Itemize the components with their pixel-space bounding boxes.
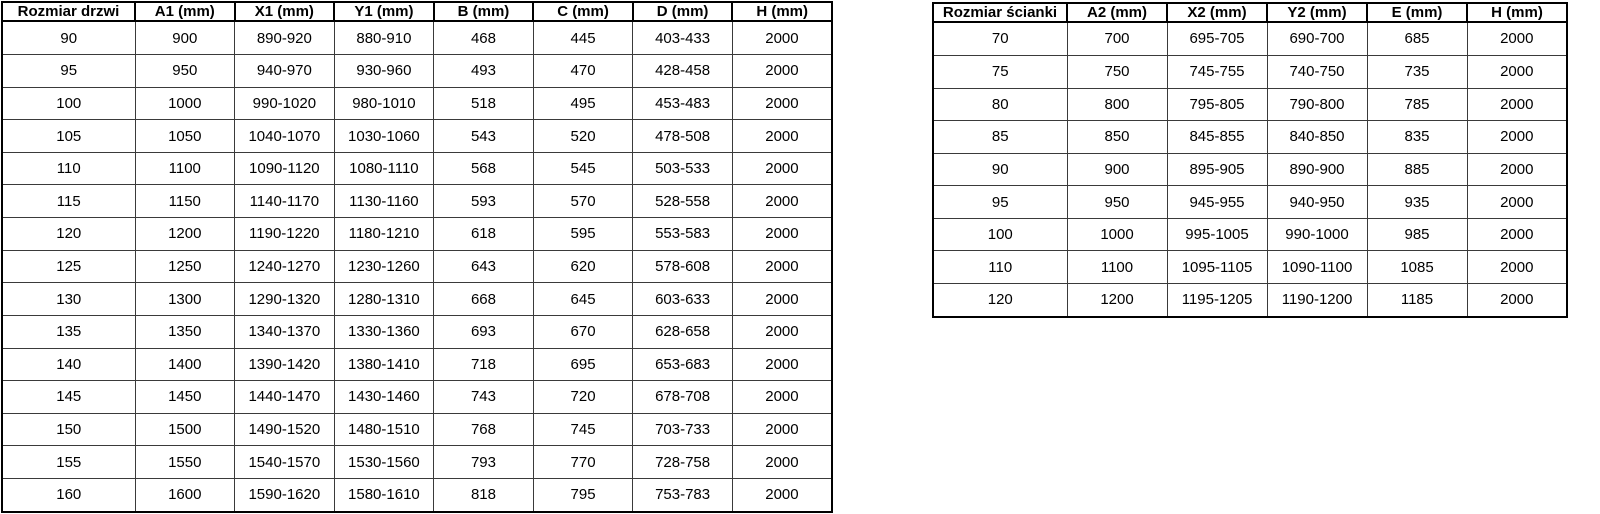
table-cell: 745-755 — [1167, 55, 1267, 88]
table-cell: 695 — [533, 348, 633, 381]
column-header: H (mm) — [1467, 3, 1567, 22]
table-cell: 1500 — [135, 413, 235, 446]
table-cell: 890-920 — [235, 21, 335, 55]
table-cell: 1230-1260 — [334, 250, 434, 283]
table-cell: 628-658 — [633, 315, 733, 348]
table-cell: 115 — [2, 185, 135, 218]
table-cell: 75 — [933, 55, 1067, 88]
table-cell: 1600 — [135, 478, 235, 512]
table-cell: 85 — [933, 121, 1067, 154]
table-cell: 2000 — [732, 348, 832, 381]
table-cell: 1150 — [135, 185, 235, 218]
table-cell: 1000 — [135, 87, 235, 120]
table-cell: 470 — [533, 55, 633, 88]
table-cell: 100 — [933, 218, 1067, 251]
table-cell: 620 — [533, 250, 633, 283]
table-cell: 90 — [2, 21, 135, 55]
column-header: A1 (mm) — [135, 2, 235, 21]
table-cell: 653-683 — [633, 348, 733, 381]
table-cell: 685 — [1367, 22, 1467, 55]
table-cell: 845-855 — [1167, 121, 1267, 154]
table-cell: 1280-1310 — [334, 283, 434, 316]
table-row — [2, 348, 832, 381]
table-cell: 2000 — [732, 152, 832, 185]
table-cell: 790-800 — [1267, 88, 1367, 121]
table-cell: 668 — [434, 283, 534, 316]
table-cell: 1140-1170 — [235, 185, 335, 218]
column-header: A2 (mm) — [1067, 3, 1167, 22]
table-cell: 95 — [2, 55, 135, 88]
table-cell: 2000 — [1467, 88, 1567, 121]
table-cell: 80 — [933, 88, 1067, 121]
table-cell: 493 — [434, 55, 534, 88]
table-cell: 1090-1120 — [235, 152, 335, 185]
table-cell: 453-483 — [633, 87, 733, 120]
table-cell: 1380-1410 — [334, 348, 434, 381]
table-cell: 1190-1220 — [235, 218, 335, 251]
table-cell: 2000 — [1467, 55, 1567, 88]
table-cell: 743 — [434, 381, 534, 414]
table-cell: 520 — [533, 120, 633, 153]
table-cell: 618 — [434, 218, 534, 251]
table-row — [933, 283, 1567, 317]
table-row — [933, 121, 1567, 154]
table-cell: 95 — [933, 186, 1067, 219]
table-cell: 2000 — [1467, 186, 1567, 219]
table-row — [2, 120, 832, 153]
column-header: E (mm) — [1367, 3, 1467, 22]
door-size-table — [1, 1, 833, 513]
table-cell: 985 — [1367, 218, 1467, 251]
table-cell: 2000 — [732, 55, 832, 88]
column-header: H (mm) — [732, 2, 832, 21]
table-cell: 1430-1460 — [334, 381, 434, 414]
table-cell: 1030-1060 — [334, 120, 434, 153]
table-cell: 885 — [1367, 153, 1467, 186]
table-cell: 900 — [1067, 153, 1167, 186]
table-row — [933, 218, 1567, 251]
table-cell: 880-910 — [334, 21, 434, 55]
table-cell: 800 — [1067, 88, 1167, 121]
table-cell: 2000 — [1467, 153, 1567, 186]
table-cell: 643 — [434, 250, 534, 283]
table-cell: 545 — [533, 152, 633, 185]
table-cell: 1000 — [1067, 218, 1167, 251]
table-cell: 1095-1105 — [1167, 251, 1267, 284]
column-header: X1 (mm) — [235, 2, 335, 21]
table-cell: 1085 — [1367, 251, 1467, 284]
table-cell: 695-705 — [1167, 22, 1267, 55]
table-cell: 753-783 — [633, 478, 733, 512]
table-cell: 468 — [434, 21, 534, 55]
table-cell: 1540-1570 — [235, 446, 335, 479]
header-row — [2, 2, 832, 21]
table-cell: 703-733 — [633, 413, 733, 446]
table-cell: 2000 — [732, 413, 832, 446]
table-cell: 718 — [434, 348, 534, 381]
table-cell: 1080-1110 — [334, 152, 434, 185]
table-cell: 995-1005 — [1167, 218, 1267, 251]
table-cell: 140 — [2, 348, 135, 381]
wall-table-body — [933, 22, 1567, 317]
table-cell: 518 — [434, 87, 534, 120]
table-cell: 895-905 — [1167, 153, 1267, 186]
table-cell: 543 — [434, 120, 534, 153]
table-row — [2, 283, 832, 316]
table-cell: 2000 — [732, 87, 832, 120]
table-cell: 793 — [434, 446, 534, 479]
table-row — [2, 87, 832, 120]
table-cell: 1450 — [135, 381, 235, 414]
table-cell: 1300 — [135, 283, 235, 316]
column-header: X2 (mm) — [1167, 3, 1267, 22]
table-cell: 1330-1360 — [334, 315, 434, 348]
table-cell: 1090-1100 — [1267, 251, 1367, 284]
table-cell: 990-1000 — [1267, 218, 1367, 251]
table-cell: 1200 — [135, 218, 235, 251]
table-cell: 2000 — [1467, 251, 1567, 284]
table-cell: 1290-1320 — [235, 283, 335, 316]
table-cell: 980-1010 — [334, 87, 434, 120]
table-cell: 930-960 — [334, 55, 434, 88]
table-cell: 100 — [2, 87, 135, 120]
table-row — [2, 315, 832, 348]
table-cell: 478-508 — [633, 120, 733, 153]
table-cell: 990-1020 — [235, 87, 335, 120]
table-cell: 678-708 — [633, 381, 733, 414]
table-cell: 570 — [533, 185, 633, 218]
table-cell: 2000 — [732, 446, 832, 479]
table-cell: 145 — [2, 381, 135, 414]
table-cell: 1185 — [1367, 283, 1467, 317]
table-cell: 125 — [2, 250, 135, 283]
column-header: D (mm) — [633, 2, 733, 21]
table-cell: 795-805 — [1167, 88, 1267, 121]
table-cell: 1130-1160 — [334, 185, 434, 218]
table-cell: 735 — [1367, 55, 1467, 88]
table-cell: 693 — [434, 315, 534, 348]
table-cell: 670 — [533, 315, 633, 348]
wall-table-header — [933, 3, 1567, 22]
column-header: Y1 (mm) — [334, 2, 434, 21]
table-cell: 1100 — [135, 152, 235, 185]
table-cell: 1530-1560 — [334, 446, 434, 479]
table-cell: 595 — [533, 218, 633, 251]
table-cell: 1050 — [135, 120, 235, 153]
table-cell: 2000 — [732, 250, 832, 283]
table-cell: 728-758 — [633, 446, 733, 479]
table-cell: 568 — [434, 152, 534, 185]
table-cell: 1480-1510 — [334, 413, 434, 446]
table-cell: 1400 — [135, 348, 235, 381]
table-cell: 1100 — [1067, 251, 1167, 284]
table-cell: 1550 — [135, 446, 235, 479]
table-cell: 770 — [533, 446, 633, 479]
table-cell: 1340-1370 — [235, 315, 335, 348]
table-cell: 120 — [933, 283, 1067, 317]
table-cell: 2000 — [732, 218, 832, 251]
table-cell: 110 — [933, 251, 1067, 284]
table-cell: 160 — [2, 478, 135, 512]
table-cell: 2000 — [1467, 283, 1567, 317]
table-cell: 795 — [533, 478, 633, 512]
table-cell: 2000 — [732, 315, 832, 348]
table-row — [2, 478, 832, 512]
table-cell: 740-750 — [1267, 55, 1367, 88]
table-row — [2, 446, 832, 479]
table-cell: 818 — [434, 478, 534, 512]
table-cell: 503-533 — [633, 152, 733, 185]
table-row — [2, 413, 832, 446]
wall-panel-size-table — [932, 2, 1568, 318]
table-cell: 2000 — [1467, 22, 1567, 55]
table-cell: 135 — [2, 315, 135, 348]
table-cell: 428-458 — [633, 55, 733, 88]
table-row — [933, 186, 1567, 219]
table-row — [2, 55, 832, 88]
table-cell: 445 — [533, 21, 633, 55]
table-row — [933, 22, 1567, 55]
table-cell: 1390-1420 — [235, 348, 335, 381]
table-cell: 495 — [533, 87, 633, 120]
table-row — [2, 185, 832, 218]
table-cell: 2000 — [732, 283, 832, 316]
table-cell: 1180-1210 — [334, 218, 434, 251]
table-cell: 2000 — [732, 381, 832, 414]
table-cell: 90 — [933, 153, 1067, 186]
column-header: Y2 (mm) — [1267, 3, 1367, 22]
table-cell: 593 — [434, 185, 534, 218]
table-cell: 940-970 — [235, 55, 335, 88]
table-cell: 150 — [2, 413, 135, 446]
table-row — [933, 88, 1567, 121]
table-cell: 1590-1620 — [235, 478, 335, 512]
table-row — [2, 218, 832, 251]
table-cell: 890-900 — [1267, 153, 1367, 186]
table-cell: 1440-1470 — [235, 381, 335, 414]
table-row — [2, 21, 832, 55]
table-cell: 690-700 — [1267, 22, 1367, 55]
table-row — [933, 251, 1567, 284]
table-cell: 700 — [1067, 22, 1167, 55]
table-cell: 553-583 — [633, 218, 733, 251]
table-cell: 1195-1205 — [1167, 283, 1267, 317]
table-cell: 70 — [933, 22, 1067, 55]
column-header: Rozmiar ścianki — [933, 3, 1067, 22]
table-cell: 1190-1200 — [1267, 283, 1367, 317]
table-cell: 2000 — [732, 478, 832, 512]
table-cell: 1250 — [135, 250, 235, 283]
table-row — [933, 153, 1567, 186]
table-cell: 950 — [135, 55, 235, 88]
table-cell: 1240-1270 — [235, 250, 335, 283]
table-cell: 1490-1520 — [235, 413, 335, 446]
table-row — [2, 152, 832, 185]
door-table-body — [2, 21, 832, 512]
column-header: B (mm) — [434, 2, 534, 21]
table-cell: 105 — [2, 120, 135, 153]
table-cell: 945-955 — [1167, 186, 1267, 219]
table-cell: 2000 — [732, 120, 832, 153]
table-cell: 578-608 — [633, 250, 733, 283]
table-cell: 2000 — [1467, 218, 1567, 251]
table-cell: 835 — [1367, 121, 1467, 154]
table-cell: 950 — [1067, 186, 1167, 219]
table-cell: 785 — [1367, 88, 1467, 121]
table-cell: 528-558 — [633, 185, 733, 218]
table-cell: 840-850 — [1267, 121, 1367, 154]
table-row — [2, 250, 832, 283]
table-row — [933, 55, 1567, 88]
table-cell: 130 — [2, 283, 135, 316]
column-header: C (mm) — [533, 2, 633, 21]
table-cell: 850 — [1067, 121, 1167, 154]
table-cell: 645 — [533, 283, 633, 316]
table-cell: 603-633 — [633, 283, 733, 316]
table-cell: 2000 — [1467, 121, 1567, 154]
column-header: Rozmiar drzwi — [2, 2, 135, 21]
table-cell: 900 — [135, 21, 235, 55]
table-cell: 935 — [1367, 186, 1467, 219]
header-row — [933, 3, 1567, 22]
door-table-header — [2, 2, 832, 21]
table-cell: 403-433 — [633, 21, 733, 55]
table-cell: 940-950 — [1267, 186, 1367, 219]
table-cell: 1200 — [1067, 283, 1167, 317]
table-cell: 745 — [533, 413, 633, 446]
table-cell: 720 — [533, 381, 633, 414]
table-cell: 1580-1610 — [334, 478, 434, 512]
table-cell: 1040-1070 — [235, 120, 335, 153]
table-cell: 768 — [434, 413, 534, 446]
table-cell: 120 — [2, 218, 135, 251]
table-cell: 155 — [2, 446, 135, 479]
table-cell: 1350 — [135, 315, 235, 348]
table-cell: 110 — [2, 152, 135, 185]
table-cell: 2000 — [732, 185, 832, 218]
table-cell: 750 — [1067, 55, 1167, 88]
table-cell: 2000 — [732, 21, 832, 55]
table-row — [2, 381, 832, 414]
